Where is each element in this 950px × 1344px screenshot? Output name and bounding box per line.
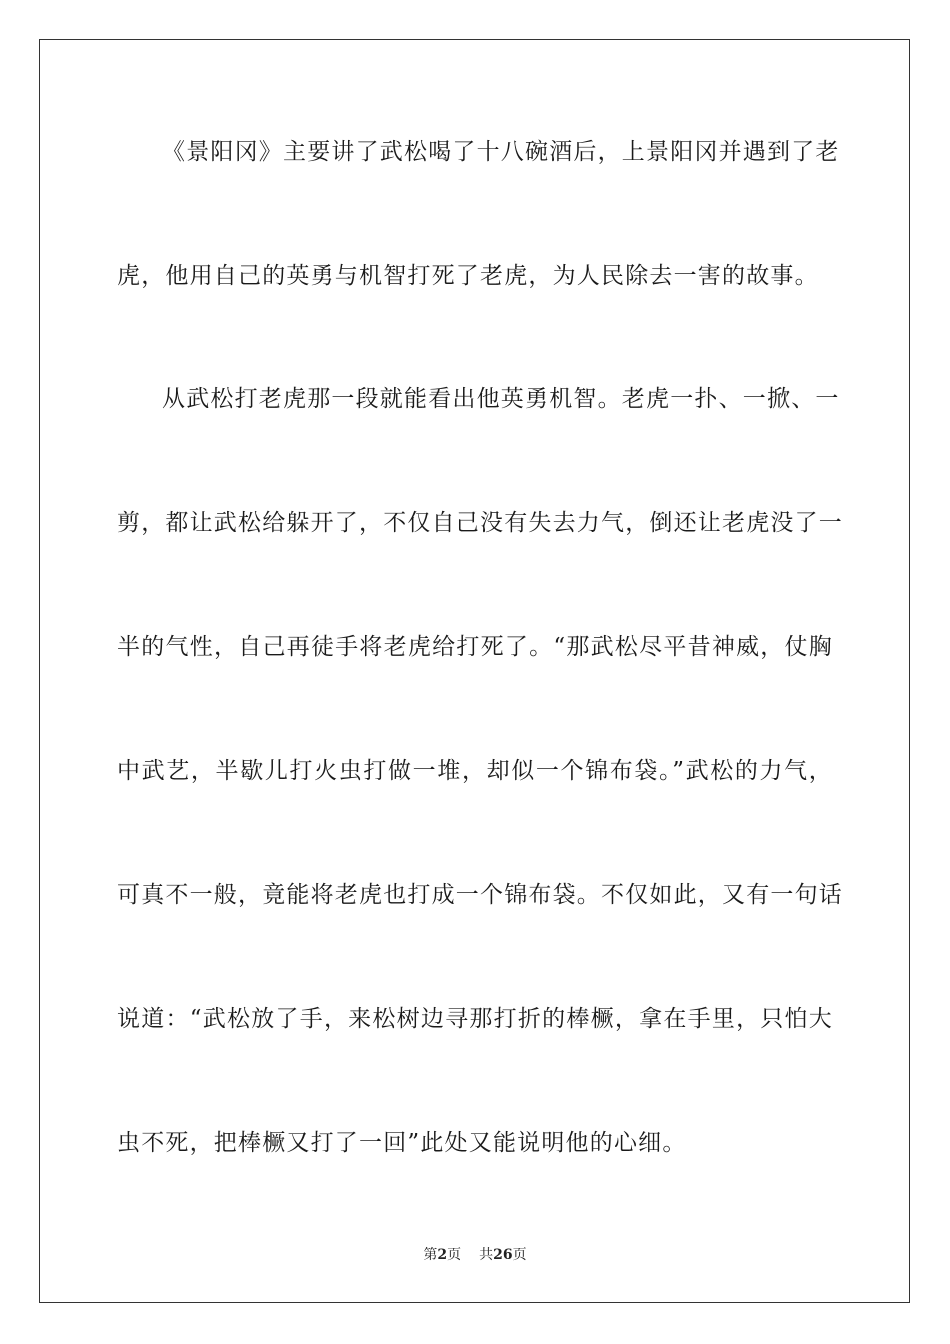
paragraph-2-line-3: 半的气性，自己再徒手将老虎给打死了。“那武松尽平昔神威，仗胸 — [117, 634, 833, 660]
paragraph-1-line-1: 《景阳冈》主要讲了武松喝了十八碗酒后，上景阳冈并遇到了老 — [162, 139, 840, 165]
page-footer — [0, 1246, 950, 1264]
page-number: 2 — [437, 1247, 448, 1263]
paragraph-2-line-7: 虫不死，把棒橛又打了一回”此处又能说明他的心细。 — [117, 1130, 687, 1156]
page-prefix: 第 — [423, 1247, 438, 1263]
paragraph-2-line-2: 剪，都让武松给躲开了，不仅自己没有失去力气，倒还让老虎没了一 — [117, 510, 843, 536]
paragraph-2-line-1: 从武松打老虎那一段就能看出他英勇机智。老虎一扑、一掀、一 — [162, 386, 840, 412]
total-pages: 26 — [493, 1247, 513, 1263]
paragraph-1-line-2: 虎，他用自己的英勇与机智打死了老虎，为人民除去一害的故事。 — [117, 263, 819, 289]
page-suffix: 页 — [447, 1247, 462, 1263]
total-prefix: 共 — [479, 1247, 494, 1263]
paragraph-2-line-6: 说道：“武松放了手，来松树边寻那打折的棒橛，拿在手里，只怕大 — [117, 1006, 833, 1032]
page-border — [39, 39, 910, 1303]
paragraph-2-line-4: 中武艺，半歇儿打火虫打做一堆，却似一个锦布袋。”武松的力气， — [117, 758, 833, 784]
paragraph-2-line-5: 可真不一般，竟能将老虎也打成一个锦布袋。不仅如此，又有一句话 — [117, 882, 843, 908]
total-suffix: 页 — [512, 1247, 527, 1263]
